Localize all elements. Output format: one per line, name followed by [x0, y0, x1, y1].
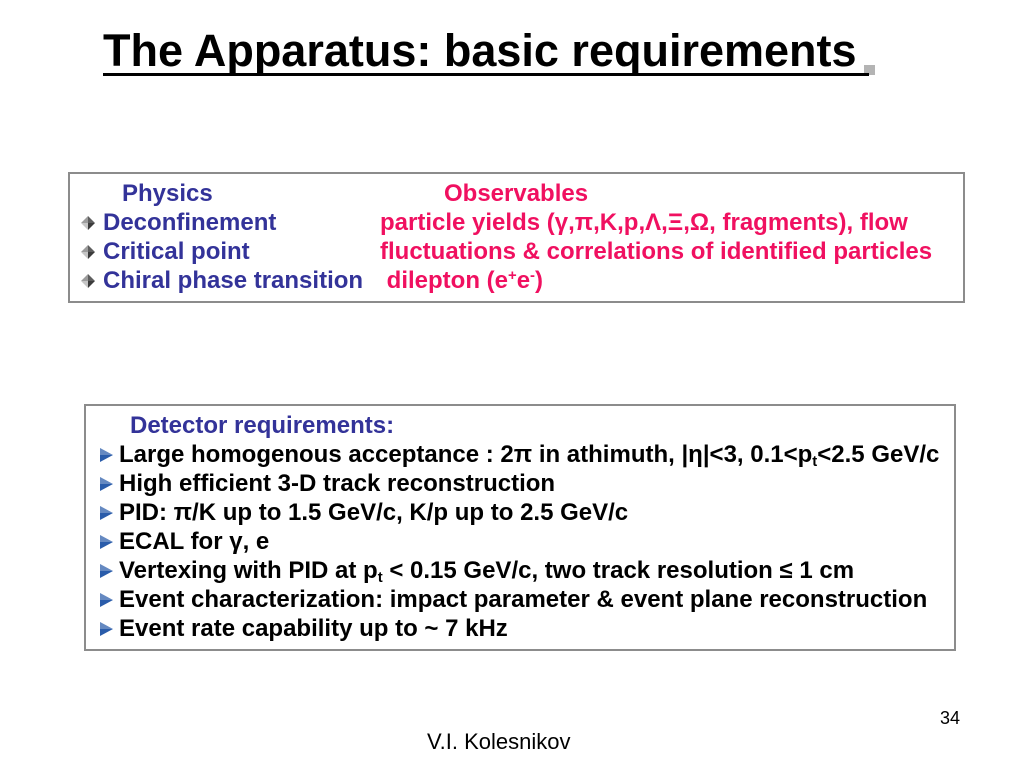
physics-observables-header-row: [70, 179, 963, 208]
observable-text: dilepton (e: [380, 267, 508, 294]
observable-text: ): [535, 267, 544, 294]
requirement-text: [119, 527, 269, 556]
requirement-text-part: Vertexing with PID at p: [119, 557, 378, 584]
slide-title-text: The Apparatus: basic requirements: [103, 29, 869, 76]
physics-row: [70, 237, 963, 266]
requirement-text-part: High efficient 3-D track reconstruction: [119, 470, 556, 497]
subscript: t: [812, 454, 818, 471]
requirement-text-part: < 0.15 GeV/c, two track resolution ≤ 1 cm: [382, 557, 855, 584]
observables-column-header: Observables: [444, 180, 589, 207]
arrow-bullet-icon: [100, 448, 113, 462]
physics-row: [70, 208, 963, 237]
requirement-text: [119, 556, 854, 585]
physics-column-header: Physics: [122, 180, 213, 207]
subscript: t: [377, 570, 383, 587]
requirement-item: [86, 614, 954, 643]
observable-label: [380, 237, 932, 266]
requirement-text: [119, 498, 628, 527]
requirement-item: [86, 585, 954, 614]
requirement-text: [119, 440, 939, 469]
arrow-bullet-icon: [100, 593, 113, 607]
diamond-bullet-icon: [81, 274, 95, 288]
requirement-text: [119, 585, 927, 614]
physics-label: Critical point: [103, 238, 250, 265]
requirement-text-part: Event rate capability up to ~ 7 kHz: [119, 615, 508, 642]
requirement-text-part: Large homogenous acceptance : 2π in athimuth, |η|<3, 0.1<p: [119, 441, 813, 468]
observable-text: particle yields (γ,π,K,p,Λ,Ξ,Ω, fragments), flow: [380, 209, 908, 236]
physics-row: [70, 266, 963, 295]
requirement-item: [86, 556, 954, 585]
slide-title: [103, 25, 869, 77]
requirement-text-part: PID: π/K up to 1.5 GeV/c, K/p up to 2.5 GeV/c: [119, 499, 629, 526]
superscript-plus: +: [508, 267, 517, 284]
physics-label: Chiral phase transition: [103, 267, 364, 294]
requirement-item: [86, 527, 954, 556]
physics-label: Deconfinement: [103, 209, 277, 236]
requirement-item: [86, 469, 954, 498]
physics-observables-box: [68, 172, 965, 303]
observable-text: fluctuations & correlations of identified particles: [380, 238, 933, 265]
arrow-bullet-icon: [100, 506, 113, 520]
superscript-minus: -: [530, 267, 536, 284]
requirement-text: [119, 614, 508, 643]
arrow-bullet-icon: [100, 535, 113, 549]
arrow-bullet-icon: [100, 477, 113, 491]
observable-label: [380, 208, 908, 237]
requirements-heading: Detector requirements:: [130, 412, 395, 439]
diamond-bullet-icon: [81, 216, 95, 230]
arrow-bullet-icon: [100, 622, 113, 636]
diamond-bullet-icon: [81, 245, 95, 259]
observable-text: e: [516, 267, 531, 294]
requirement-text-part: ECAL for γ, e: [119, 528, 270, 555]
requirements-heading-row: [86, 411, 954, 440]
observable-label: [380, 266, 543, 295]
requirement-item: [86, 440, 954, 469]
requirement-text-part: <2.5 GeV/c: [817, 441, 940, 468]
page-number: 34: [940, 708, 961, 728]
requirement-item: [86, 498, 954, 527]
requirement-text: [119, 469, 555, 498]
arrow-bullet-icon: [100, 564, 113, 578]
requirement-text-part: Event characterization: impact parameter & event plane reconstruction: [119, 586, 928, 613]
footer-author: V.I. Kolesnikov: [427, 729, 571, 754]
detector-requirements-box: [84, 404, 956, 651]
